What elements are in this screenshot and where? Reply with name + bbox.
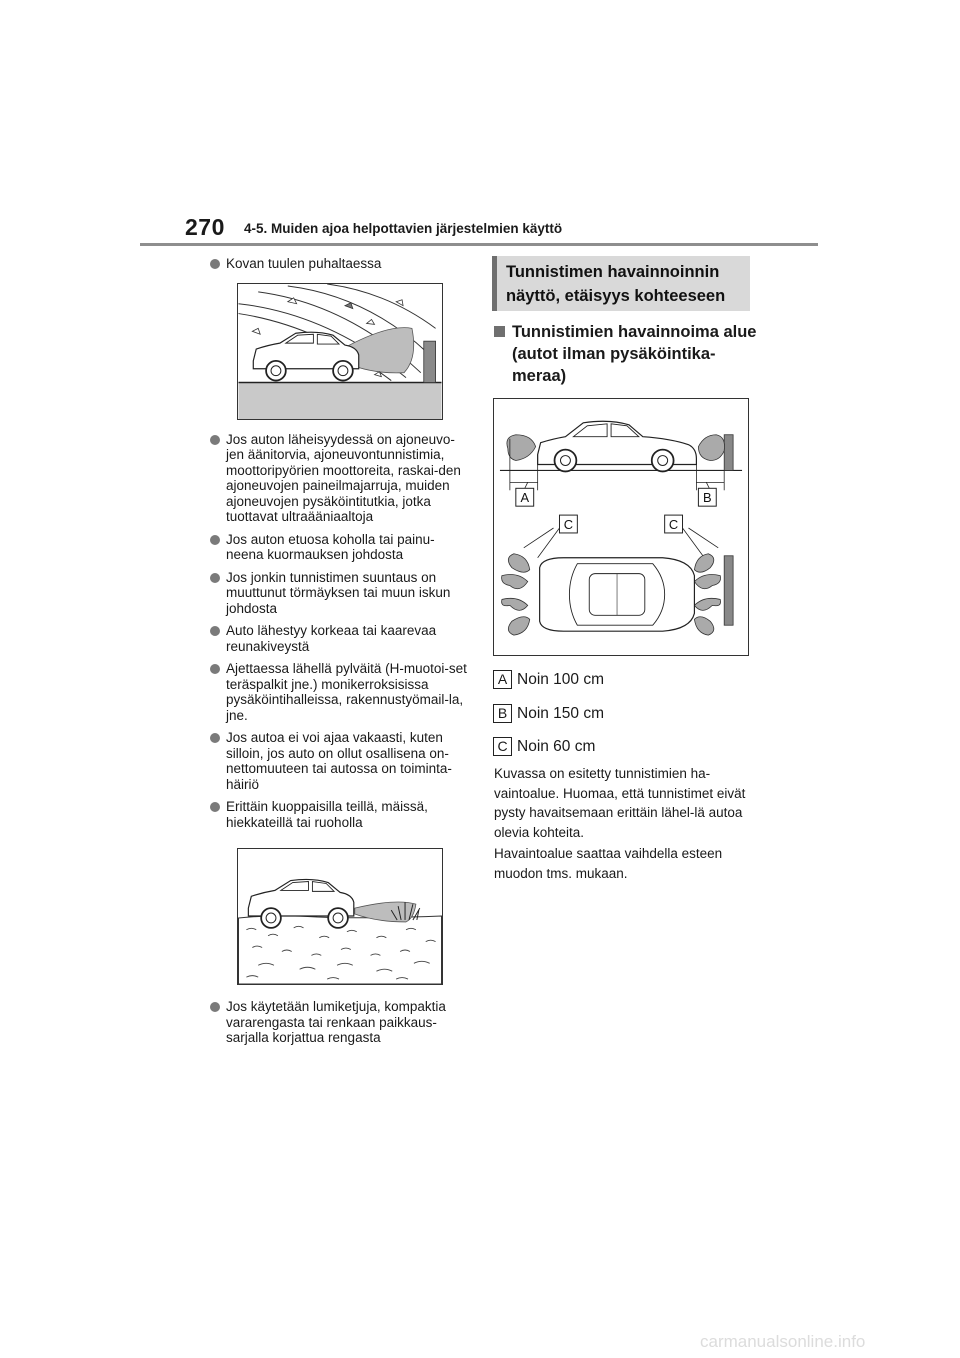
square-bullet-icon [494, 326, 505, 337]
bullet-dot-icon [210, 626, 220, 636]
label-c-left: C [563, 516, 574, 532]
bullet-text: Jos jonkin tunnistimen suuntaus on muuttunut törmäyksen tai muun iskun johdosta [226, 569, 451, 616]
bullet-item [210, 256, 472, 272]
sub-heading [494, 321, 764, 387]
bullet-dot-icon [210, 733, 220, 743]
bullet-item [210, 532, 472, 563]
bullet-item [210, 999, 472, 1046]
bullet-text: Kovan tuulen puhaltaessa [226, 256, 382, 271]
section-title: Tunnistimen havainnoinnin näyttö, etäisyys kohteeseen [492, 256, 750, 311]
bullet-item [210, 799, 472, 830]
bullet-dot-icon [210, 573, 220, 583]
bullet-item [210, 432, 472, 525]
bullet-item [210, 661, 472, 723]
legend-key-b: B [493, 704, 512, 723]
legend-text-c: Noin 60 cm [517, 738, 596, 755]
bullet-dot-icon [210, 664, 220, 674]
chapter-title: 4-5. Muiden ajoa helpottavien järjestelmien käyttö [244, 221, 563, 236]
sub-heading-text: Tunnistimien havainnoima alue (autot ilman pysäköintika-meraa) [512, 323, 757, 385]
legend-key-c: C [493, 737, 512, 756]
legend-key-a: A [493, 670, 512, 689]
label-a: A [520, 490, 530, 506]
legend-text-b: Noin 150 cm [517, 705, 605, 722]
watermark: carmanualsonline.info [700, 1332, 866, 1351]
bullet-dot-icon [210, 802, 220, 812]
bullet-text: Jos auton etuosa koholla tai painu-neena kuormauksen johdosta [226, 531, 435, 562]
bullet-text: Jos käytetään lumiketjuja, kompaktia vararengasta tai renkaan paikkaus-sarjalla korjattua rengasta [226, 999, 446, 1045]
sensor-range-drawing [494, 399, 748, 655]
wind-illustration [237, 283, 443, 420]
wind-car-drawing [238, 284, 442, 419]
bullet-dot-icon [210, 259, 220, 269]
bullet-dot-icon [210, 435, 220, 445]
page-number: 270 [185, 214, 225, 240]
legend-text-a: Noin 100 cm [517, 671, 605, 688]
description-paragraph: Kuvassa on esitetty tunnistimien ha-vaintoalue. Huomaa, että tunnistimet eivät pysty havaitsemaan erittäin lähel-lä autoa olevia kohteita. [494, 766, 746, 840]
bullet-text: Erittäin kuoppaisilla teillä, mäissä, hiekkateillä tai ruoholla [226, 799, 428, 830]
bullet-item [210, 623, 472, 654]
legend-item-c [493, 737, 753, 757]
bullet-dot-icon [210, 535, 220, 545]
rough-terrain-car-drawing [238, 849, 442, 984]
label-c-right: C [668, 516, 679, 532]
bullet-item [210, 730, 472, 792]
label-b: B [703, 490, 712, 506]
legend-item-a [493, 670, 753, 690]
legend-item-b [493, 704, 753, 724]
bullet-text: Jos auton läheisyydessä on ajoneuvo-jen äänitorvia, ajoneuvontunnistimia, moottoripyörien moottoreita, raskai-den ajoneuvojen paineilmajarruja, muiden ajoneuvojen pysäköintitutkia, jotka tuottavat ultraääniaaltoja [226, 431, 461, 524]
bullet-text: Ajettaessa lähellä pylväitä (H-muotoi-set teräspalkit jne.) monikerroksisissa pysäköintihalleissa, rakennustyömail-la, jne. [226, 661, 467, 723]
bullet-dot-icon [210, 1002, 220, 1012]
rough-terrain-illustration [237, 848, 443, 985]
bullet-text: Jos autoa ei voi ajaa vakaasti, kuten silloin, jos auto on ollut osallisena on-nettomuuteen tai autossa on toiminta-häiriö [226, 730, 452, 792]
bullet-text: Auto lähestyy korkeaa tai kaarevaa reunakiveystä [226, 623, 437, 654]
header-divider [140, 243, 818, 246]
bullet-item [210, 570, 472, 617]
note-paragraph: Havaintoalue saattaa vaihdella esteen muodon tms. mukaan. [494, 846, 723, 881]
sensor-range-diagram [493, 398, 749, 656]
